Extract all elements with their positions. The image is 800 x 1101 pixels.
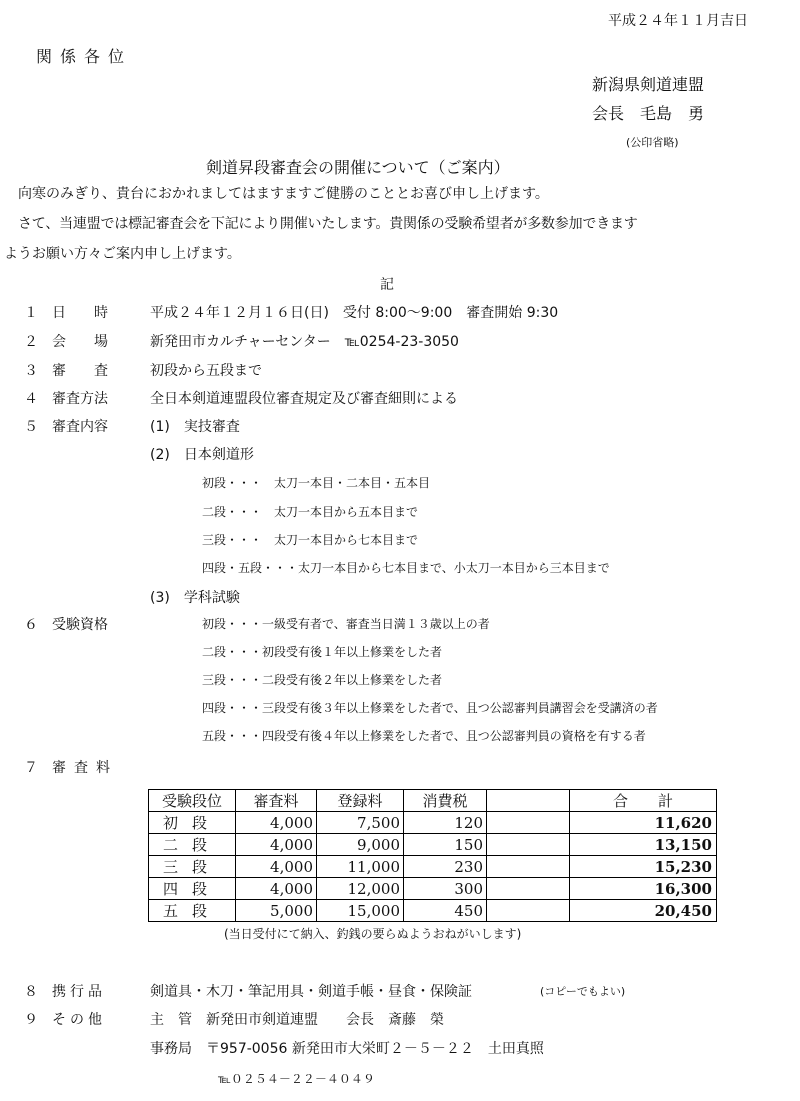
total-cell: 13,150 (570, 834, 717, 856)
item-5-sub-1: (1) 実技審査 (150, 419, 240, 435)
tax-cell: 230 (404, 856, 487, 878)
qualification-line-4: 四段・・・三段受有後３年以上修業をした者で、且つ公認審判員講習会を受講済の者 (202, 701, 658, 715)
item-9-number: ９ (24, 1012, 38, 1028)
blank-cell (487, 834, 570, 856)
table-row (149, 834, 717, 856)
tax-cell: 150 (404, 834, 487, 856)
blank-cell (487, 856, 570, 878)
ki-heading: 記 (380, 277, 394, 293)
intro-line-2: さて、当連盟では標記審査会を下記により開催いたします。貴関係の受験希望者が多数参加できます (18, 216, 638, 232)
intro-line-3: ようお願い方々ご案内申し上げます。 (4, 246, 241, 262)
item-8-label: 携行品 (52, 984, 106, 1000)
exam-fee-cell: 5,000 (236, 900, 317, 922)
item-5-label: 審査内容 (52, 419, 108, 435)
total-cell: 15,230 (570, 856, 717, 878)
registration-fee-cell: 11,000 (317, 856, 404, 878)
header-registration-fee: 登録料 (317, 790, 404, 812)
item-8-value: 剣道具・木刀・筆記用具・剣道手帳・昼食・保険証 (150, 984, 472, 1000)
item-1-value: 平成２４年１２月１６日(日) 受付 8:00〜9:00 審査開始 9:30 (150, 305, 559, 321)
registration-fee-cell: 7,500 (317, 812, 404, 834)
total-cell: 20,450 (570, 900, 717, 922)
rank-cell: 二段 (149, 834, 236, 856)
registration-fee-cell: 12,000 (317, 878, 404, 900)
kata-line-1: 初段・・・ 太刀一本目・二本目・五本目 (202, 476, 431, 490)
president: 会長 毛島 勇 (592, 104, 705, 123)
tax-cell: 300 (404, 878, 487, 900)
blank-cell (487, 900, 570, 922)
exam-fee-cell: 4,000 (236, 878, 317, 900)
blank-cell (487, 878, 570, 900)
blank-cell (487, 812, 570, 834)
item-3-label: 審 査 (52, 363, 108, 379)
qualification-line-2: 二段・・・初段受有後１年以上修業をした者 (202, 645, 443, 659)
qualification-line-5: 五段・・・四段受有後４年以上修業をした者で、且つ公認審判員の資格を有する者 (202, 729, 646, 743)
tax-cell: 450 (404, 900, 487, 922)
exam-fee-cell: 4,000 (236, 812, 317, 834)
rank-cell: 四段 (149, 878, 236, 900)
item-3-value: 初段から五段まで (150, 363, 262, 379)
kata-line-4: 四段・五段・・・太刀一本目から七本目まで、小太刀一本目から三本目まで (202, 561, 610, 575)
qualification-line-3: 三段・・・二段受有後２年以上修業をした者 (202, 673, 443, 687)
kata-line-3: 三段・・・ 太刀一本目から七本目まで (202, 533, 419, 547)
exam-fee-cell: 4,000 (236, 834, 317, 856)
kata-line-2: 二段・・・ 太刀一本目から五本目まで (202, 505, 419, 519)
recipient: 関係各位 (36, 47, 133, 66)
header-consumption-tax: 消費税 (404, 790, 487, 812)
issue-date: 平成２４年１１月吉日 (608, 13, 748, 29)
item-5-number: ５ (24, 419, 38, 435)
item-4-value: 全日本剣道連盟段位審査規定及び審査細則による (150, 391, 458, 407)
item-2-value: 新発田市カルチャーセンター ℡0254-23-3050 (150, 334, 459, 350)
item-8-note: (コピーでもよい) (540, 985, 626, 998)
item-9-phone: ℡０２５４－２２－４０４９ (218, 1072, 375, 1086)
registration-fee-cell: 9,000 (317, 834, 404, 856)
item-7-label: 審査料 (52, 760, 118, 776)
item-3-number: ３ (24, 363, 38, 379)
item-6-number: ６ (24, 617, 38, 633)
fee-table-header-row (149, 790, 717, 812)
item-8-number: ８ (24, 984, 38, 1000)
table-row (149, 812, 717, 834)
registration-fee-cell: 15,000 (317, 900, 404, 922)
intro-line-1: 向寒のみぎり、貴台におかれましてはますますご健勝のこととお喜び申し上げます。 (18, 186, 549, 202)
organization: 新潟県剣道連盟 (592, 75, 705, 94)
item-4-label: 審査方法 (52, 391, 108, 407)
rank-cell: 五段 (149, 900, 236, 922)
exam-fee-cell: 4,000 (236, 856, 317, 878)
header-exam-fee: 審査料 (236, 790, 317, 812)
item-5-sub-3: (3) 学科試験 (150, 590, 240, 606)
fee-table-note: (当日受付にて納入、釣銭の要らぬようおねがいします) (224, 927, 522, 941)
item-1-label: 日 時 (52, 305, 108, 321)
seal-note: (公印省略) (626, 136, 679, 149)
item-9-host: 主 管 新発田市剣道連盟 会長 斎藤 榮 (150, 1012, 444, 1028)
qualification-line-1: 初段・・・一級受有者で、審査当日満１３歳以上の者 (202, 617, 490, 631)
item-9-label: その他 (52, 1012, 106, 1028)
total-cell: 11,620 (570, 812, 717, 834)
tax-cell: 120 (404, 812, 487, 834)
item-9-office: 事務局 〒957-0056 新発田市大栄町２－５－２２ 土田真照 (150, 1041, 544, 1057)
table-row (149, 900, 717, 922)
table-row (149, 878, 717, 900)
item-5-sub-2: (2) 日本剣道形 (150, 447, 254, 463)
item-7-number: ７ (24, 760, 38, 776)
item-2-number: ２ (24, 334, 38, 350)
fee-table (148, 789, 717, 922)
item-1-number: １ (24, 305, 38, 321)
item-2-label: 会 場 (52, 334, 108, 350)
total-cell: 16,300 (570, 878, 717, 900)
header-blank (487, 790, 570, 812)
rank-cell: 初段 (149, 812, 236, 834)
header-total: 合 計 (570, 790, 717, 812)
header-rank: 受験段位 (149, 790, 236, 812)
item-4-number: ４ (24, 391, 38, 407)
item-6-label: 受験資格 (52, 617, 108, 633)
document-title: 剣道昇段審査会の開催について（ご案内） (206, 158, 510, 177)
table-row (149, 856, 717, 878)
rank-cell: 三段 (149, 856, 236, 878)
